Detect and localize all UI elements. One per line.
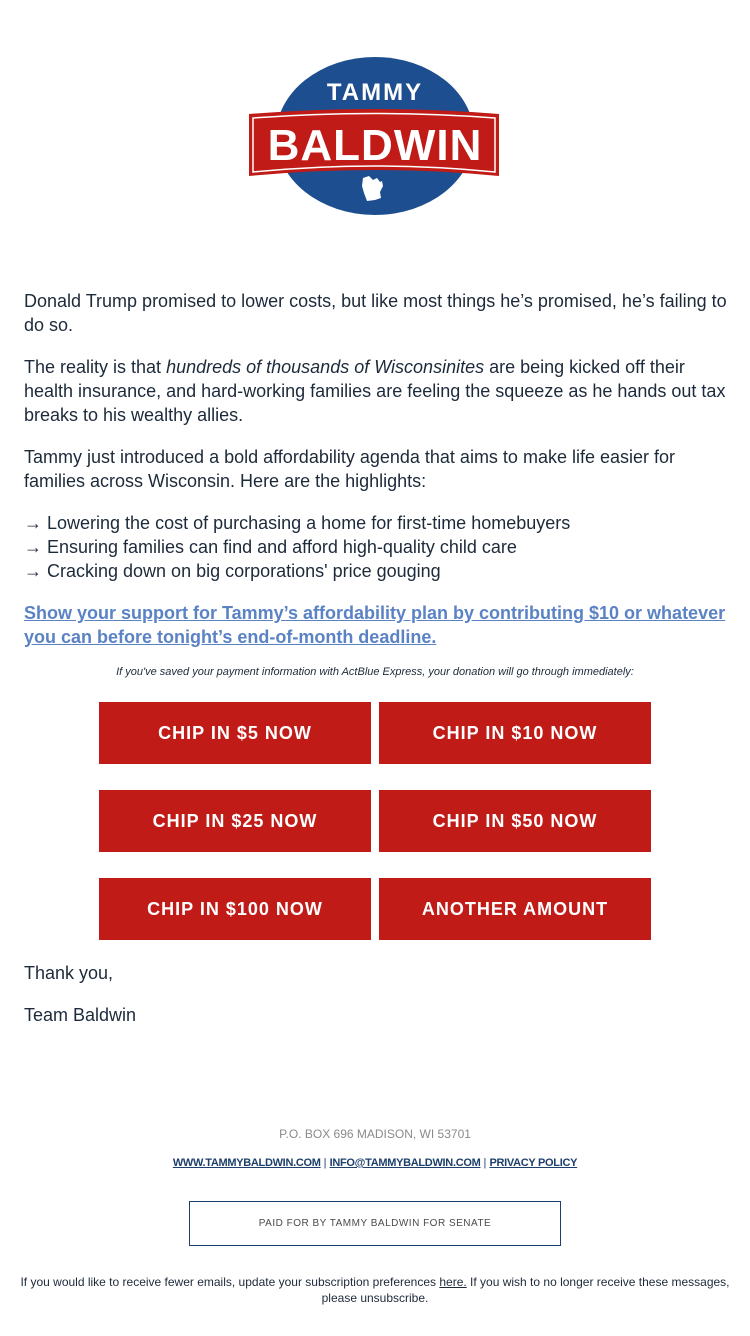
chip-in-5-button[interactable]: CHIP IN $5 NOW (99, 702, 371, 764)
chip-in-10-button[interactable]: CHIP IN $10 NOW (379, 702, 651, 764)
unsub-text-start: If you would like to receive fewer emails, update your subscription preferences (20, 1275, 440, 1289)
chip-in-50-button[interactable]: CHIP IN $50 NOW (379, 790, 651, 852)
highlights-list (24, 511, 729, 583)
footer-links (0, 1157, 750, 1169)
logo-main-text: BALDWIN (267, 121, 483, 170)
chip-in-100-button[interactable]: CHIP IN $100 NOW (99, 878, 371, 940)
logo-top-text: TAMMY (326, 79, 424, 106)
list-item: → Lowering the cost of purchasing a home for first-time homebuyers (24, 513, 571, 533)
website-link[interactable]: WWW.TAMMYBALDWIN.COM (172, 1157, 321, 1169)
email-link[interactable]: INFO@TAMMYBALDWIN.COM (329, 1157, 481, 1169)
paragraph-3: Tammy just introduced a bold affordability agenda that aims to make life easier for families across Wisconsin. Here are the highlights: (24, 447, 676, 491)
footer-address: P.O. BOX 696 MADISON, WI 53701 (279, 1127, 471, 1141)
paid-for-disclaimer: PAID FOR BY TAMMY BALDWIN FOR SENATE (189, 1201, 561, 1246)
unsubscribe-text (16, 1274, 734, 1306)
logo (0, 52, 750, 220)
contribute-link[interactable]: Show your support for Tammy’s affordability plan by contributing $10 or whatever you can before tonight’s end-of-month deadline. (24, 603, 726, 647)
paragraph-2 (24, 355, 729, 427)
paragraph-2-italic: hundreds of thousands of Wisconsinites (166, 357, 485, 377)
paragraph-2-end: are being kicked off their health insurance, and hard-working families are feeling the squeeze as he hands out tax breaks to his wealthy allies. (24, 357, 726, 425)
tammy-baldwin-logo (249, 52, 501, 220)
email-body (24, 289, 729, 649)
link-separator: | (483, 1157, 487, 1169)
subscription-preferences-link[interactable]: here. (439, 1275, 467, 1289)
another-amount-button[interactable]: ANOTHER AMOUNT (379, 878, 651, 940)
list-item: → Ensuring families can find and afford high-quality child care (24, 537, 517, 557)
actblue-express-note: If you've saved your payment information with ActBlue Express, your donation will go through immediately: (116, 666, 634, 678)
paragraph-1: Donald Trump promised to lower costs, but like most things he’s promised, he’s failing to do so. (24, 291, 727, 335)
closing-signature: Team Baldwin (24, 1005, 137, 1025)
privacy-policy-link[interactable]: PRIVACY POLICY (489, 1157, 578, 1169)
unsub-text-end: If you wish to no longer receive these messages, please unsubscribe. (321, 1275, 730, 1305)
closing-thanks: Thank you, (24, 963, 114, 983)
link-separator: | (323, 1157, 327, 1169)
list-item: → Cracking down on big corporations' price gouging (24, 561, 441, 581)
paragraph-2-start: The reality is that (24, 357, 167, 377)
chip-in-25-button[interactable]: CHIP IN $25 NOW (99, 790, 371, 852)
